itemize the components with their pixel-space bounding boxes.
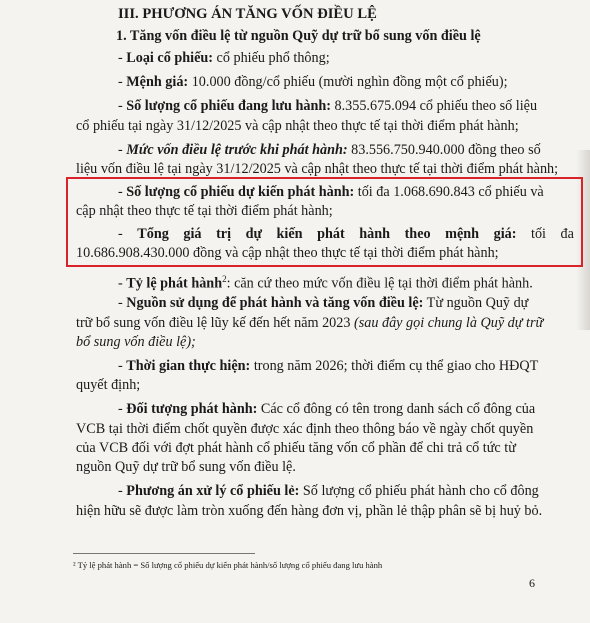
item-nguon-cont2: bổ sung vốn điều lệ);	[76, 334, 196, 350]
item-nguon-cont: trữ bổ sung vốn điều lệ lũy kế đến hết năm 2023 (sau đây gọi chung là Quỹ dự trữ	[76, 315, 544, 331]
item-doituong-cont3: nguồn Quỹ dự trữ bổ sung vốn điều lệ.	[76, 459, 296, 475]
item-dukien-cont: cập nhật theo thực tế tại thời điểm phát hành;	[76, 203, 333, 219]
item-thoigian: - Thời gian thực hiện: trong năm 2026; thời điểm cụ thể giao cho HĐQT	[118, 358, 539, 374]
subheading: 1. Tăng vốn điều lệ từ nguồn Quỹ dự trữ bổ sung vốn điều lệ	[116, 28, 481, 44]
item-phuongan-cont: hiện hữu sẽ được làm tròn xuống đến hàng đơn vị, phần lẻ thập phân sẽ bị huỷ bỏ.	[76, 503, 543, 519]
item-mucvon: - Mức vốn điều lệ trước khi phát hành: 83.556.750.940.000 đồng theo số	[118, 142, 541, 158]
item-doituong: - Đối tượng phát hành: Các cổ đông có tên trong danh sách cổ đông của	[118, 401, 536, 417]
item-tonggiatri: - Tổng giá trị dự kiến phát hành theo mệnh giá: tối đa	[118, 226, 574, 242]
item-menhgia: - Mệnh giá: 10.000 đồng/cổ phiếu (mười nghìn đồng một cổ phiếu);	[118, 74, 508, 90]
item-soluong-cont: cổ phiếu tại ngày 31/12/2025 và cập nhật theo thực tế tại thời điểm phát hành;	[76, 118, 519, 134]
item-dukien: - Số lượng cổ phiếu dự kiến phát hành: tối đa 1.068.690.843 cổ phiếu và	[118, 184, 544, 200]
footnote: ² Tỷ lệ phát hành = Số lượng cổ phiếu dự kiến phát hành/số lượng cổ phiếu đang lưu hành	[73, 560, 383, 570]
item-soluong: - Số lượng cổ phiếu đang lưu hành: 8.355.675.094 cổ phiếu theo số liệu	[118, 98, 538, 114]
item-tyle: - Tỷ lệ phát hành$^2$: căn cứ theo mức vốn điều lệ tại thời điểm phát hành.	[118, 274, 533, 292]
item-doituong-cont2: của VCB đối với đợt phát hành cổ phiếu tăng vốn cổ phần để chi trả cổ tức từ	[76, 440, 516, 456]
page-number: 6	[529, 576, 535, 590]
section-heading: III. PHƯƠNG ÁN TĂNG VỐN ĐIỀU LỆ	[118, 6, 377, 22]
footnote-separator	[73, 553, 255, 554]
item-thoigian-cont: quyết định;	[76, 377, 141, 393]
item-loai: - Loại cổ phiếu: cổ phiếu phổ thông;	[118, 50, 330, 66]
item-nguon: - Nguồn sử dụng để phát hành và tăng vốn điều lệ: Từ nguồn Quỹ dự	[118, 295, 529, 311]
item-doituong-cont: VCB tại thời điểm chốt quyền được xác định theo thông báo về ngày chốt quyền	[76, 421, 534, 437]
item-tonggiatri-cont: 10.686.908.430.000 đồng và cập nhật theo thực tế tại thời điểm phát hành;	[76, 245, 499, 261]
item-mucvon-cont: liệu vốn điều lệ tại ngày 31/12/2025 và cập nhật theo thực tế tại thời điểm phát hành;	[76, 161, 559, 177]
item-phuongan: - Phương án xử lý cổ phiếu lẻ: Số lượng cổ phiếu phát hành cho cổ đông	[118, 483, 539, 499]
